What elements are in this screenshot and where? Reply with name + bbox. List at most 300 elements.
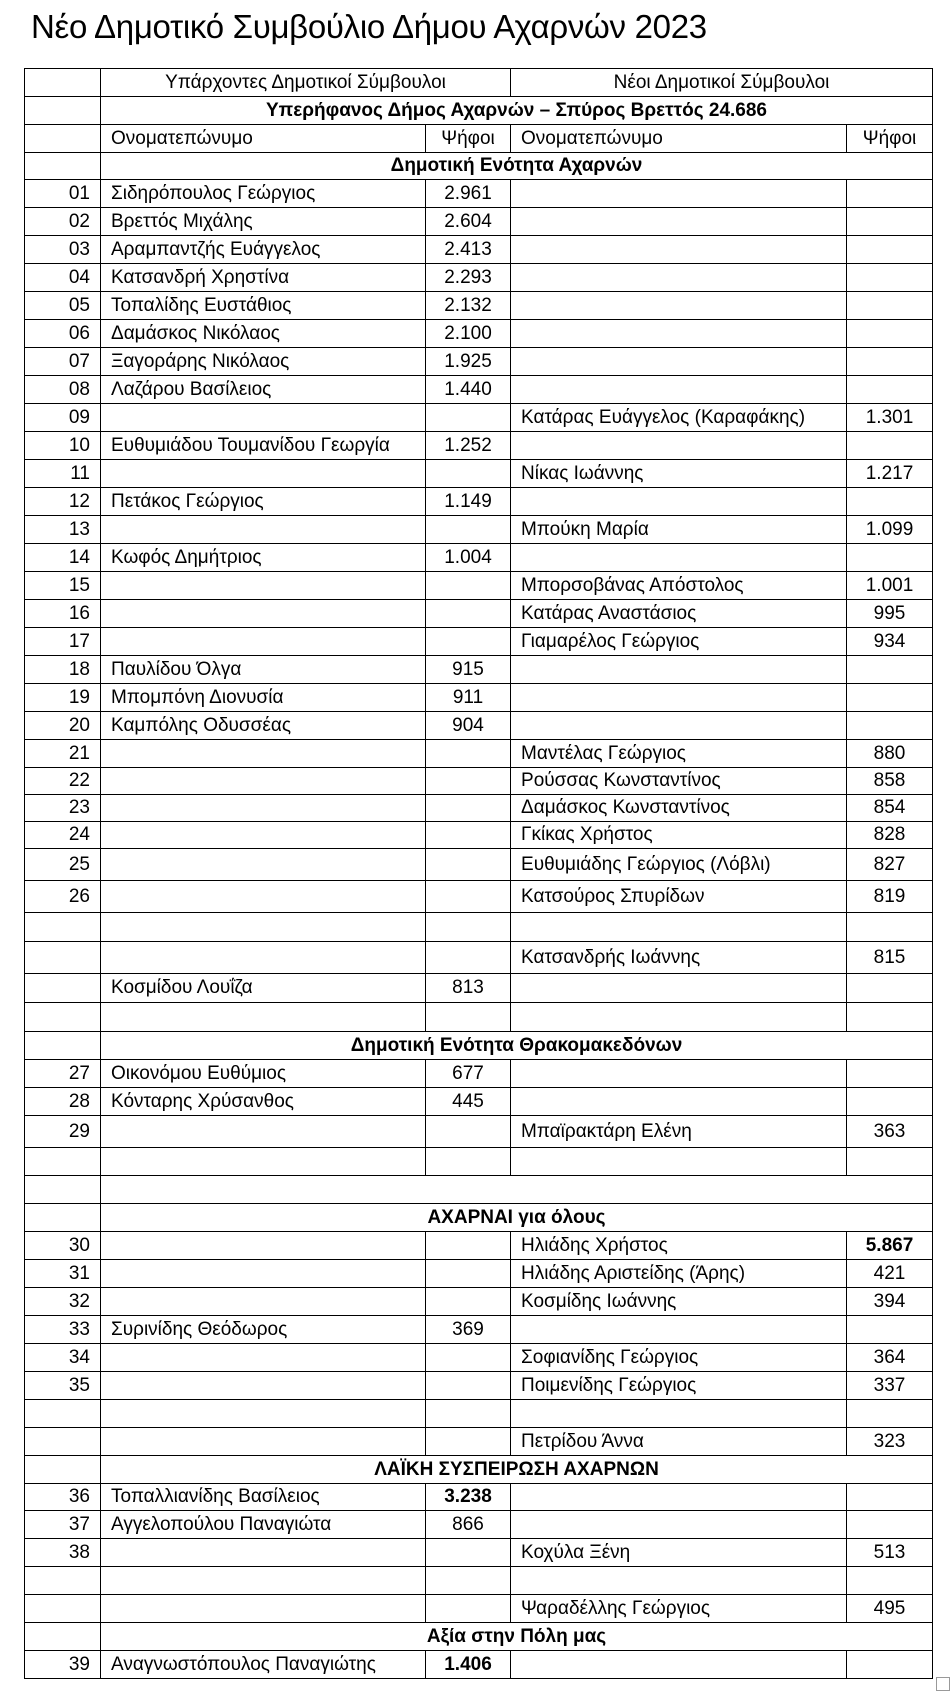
- new-councillor-votes: [847, 712, 933, 740]
- existing-councillor-votes: [426, 1288, 511, 1316]
- new-councillor-votes: 1.301: [847, 404, 933, 432]
- new-councillor-votes: [847, 1316, 933, 1344]
- new-councillor-name: Κατάρας Ευάγγελος (Καραφάκης): [511, 404, 847, 432]
- new-councillor-name: [511, 1400, 847, 1428]
- row-number: 18: [25, 656, 101, 684]
- existing-councillor-name: [101, 1148, 426, 1176]
- table-row: [25, 1288, 933, 1316]
- table-row: [25, 1232, 933, 1260]
- table-row: [25, 1595, 933, 1623]
- new-councillor-votes: [847, 1088, 933, 1116]
- name-column-header: Ονοματεπώνυμο: [101, 125, 426, 153]
- row-number: 32: [25, 1288, 101, 1316]
- row-number: 05: [25, 292, 101, 320]
- existing-councillor-votes: [426, 822, 511, 849]
- new-councillor-votes: 495: [847, 1595, 933, 1623]
- existing-councillor-name: Κόνταρης Χρύσανθος: [101, 1088, 426, 1116]
- table-row: [25, 1372, 933, 1400]
- existing-councillor-votes: [426, 1260, 511, 1288]
- row-number: 17: [25, 628, 101, 656]
- new-councillor-votes: 854: [847, 795, 933, 822]
- new-councillor-name: Ηλιάδης Αριστείδης (Άρης): [511, 1260, 847, 1288]
- existing-councillor-votes: [426, 1116, 511, 1148]
- new-councillor-name: [511, 1511, 847, 1539]
- section-title: ΑΧΑΡΝΑΙ για όλους: [101, 1204, 933, 1232]
- existing-councillor-name: Αναγνωστόπουλος Παναγιώτης: [101, 1651, 426, 1679]
- existing-councillors-header: Υπάρχοντες Δημοτικοί Σύμβουλοι: [101, 69, 511, 97]
- existing-councillor-name: Ευθυμιάδου Τουμανίδου Γεωργία: [101, 432, 426, 460]
- row-number: 24: [25, 822, 101, 849]
- row-number: [25, 1567, 101, 1595]
- row-number: 12: [25, 488, 101, 516]
- existing-councillor-votes: 2.604: [426, 208, 511, 236]
- table-row: [25, 1060, 933, 1088]
- empty-cell: [25, 97, 101, 125]
- section-header-row: [25, 1623, 933, 1651]
- existing-councillor-name: Μπομπόνη Διονυσία: [101, 684, 426, 712]
- new-councillor-votes: [847, 1651, 933, 1679]
- existing-councillor-votes: [426, 1539, 511, 1567]
- table-row: [25, 822, 933, 849]
- existing-councillor-name: [101, 1372, 426, 1400]
- new-councillor-name: Ποιμενίδης Γεώργιος: [511, 1372, 847, 1400]
- new-councillor-votes: [847, 1003, 933, 1032]
- existing-councillor-votes: [426, 740, 511, 768]
- new-councillor-votes: 995: [847, 600, 933, 628]
- section-header-row: [25, 1204, 933, 1232]
- row-number: 39: [25, 1651, 101, 1679]
- new-councillor-name: [511, 432, 847, 460]
- new-councillor-votes: 421: [847, 1260, 933, 1288]
- new-councillor-votes: [847, 1060, 933, 1088]
- row-number: 29: [25, 1116, 101, 1148]
- existing-councillor-votes: 2.132: [426, 292, 511, 320]
- row-number: [25, 942, 101, 974]
- new-councillor-name: Σοφιανίδης Γεώργιος: [511, 1344, 847, 1372]
- table-row: [25, 1148, 933, 1176]
- table-row: [25, 768, 933, 795]
- new-councillor-votes: [847, 974, 933, 1003]
- row-number: 20: [25, 712, 101, 740]
- row-number: 21: [25, 740, 101, 768]
- new-councillor-name: Ρούσσας Κωνσταντίνος: [511, 768, 847, 795]
- existing-councillor-name: Οικονόμου Ευθύμιος: [101, 1060, 426, 1088]
- table-row: [25, 1428, 933, 1456]
- new-councillor-votes: 819: [847, 881, 933, 913]
- votes-column-header: Ψήφοι: [847, 125, 933, 153]
- existing-councillor-votes: [426, 1003, 511, 1032]
- section-title: [101, 1176, 933, 1204]
- row-number: 25: [25, 849, 101, 881]
- new-councillor-votes: 364: [847, 1344, 933, 1372]
- existing-councillor-votes: 915: [426, 656, 511, 684]
- table-row: [25, 572, 933, 600]
- table-row: [25, 795, 933, 822]
- empty-cell: [25, 1032, 101, 1060]
- new-councillor-name: Κατάρας Αναστάσιος: [511, 600, 847, 628]
- row-number: 31: [25, 1260, 101, 1288]
- new-councillor-name: [511, 348, 847, 376]
- existing-councillor-name: [101, 1288, 426, 1316]
- existing-councillor-name: [101, 404, 426, 432]
- row-number: 09: [25, 404, 101, 432]
- table-row: [25, 913, 933, 942]
- new-councillor-name: Γκίκας Χρήστος: [511, 822, 847, 849]
- existing-councillor-votes: [426, 1148, 511, 1176]
- new-councillor-votes: 858: [847, 768, 933, 795]
- existing-councillor-name: Ξαγοράρης Νικόλαος: [101, 348, 426, 376]
- existing-councillor-name: [101, 1260, 426, 1288]
- new-councillor-votes: [847, 348, 933, 376]
- table-row: [25, 376, 933, 404]
- new-councillor-name: [511, 264, 847, 292]
- existing-councillor-name: Βρεττός Μιχάλης: [101, 208, 426, 236]
- new-councillor-votes: [847, 1484, 933, 1511]
- empty-cell: [25, 1176, 101, 1204]
- group-header-row: [25, 69, 933, 97]
- row-number: 30: [25, 1232, 101, 1260]
- existing-councillor-name: [101, 1567, 426, 1595]
- row-number: [25, 1400, 101, 1428]
- row-number: 16: [25, 600, 101, 628]
- existing-councillor-votes: [426, 1595, 511, 1623]
- existing-councillor-votes: [426, 572, 511, 600]
- new-councillor-name: Μπορσοβάνας Απόστολος: [511, 572, 847, 600]
- table-row: [25, 404, 933, 432]
- new-councillor-name: [511, 1567, 847, 1595]
- section-title: Δημοτική Ενότητα Αχαρνών: [101, 153, 933, 180]
- new-councillor-name: Κοχύλα Ξένη: [511, 1539, 847, 1567]
- existing-councillor-name: Παυλίδου Όλγα: [101, 656, 426, 684]
- section-header-row: [25, 1456, 933, 1484]
- new-councillor-votes: 394: [847, 1288, 933, 1316]
- new-councillor-name: [511, 1484, 847, 1511]
- new-councillor-name: Κατσανδρής Ιωάννης: [511, 942, 847, 974]
- existing-councillor-name: Κατσανδρή Χρηστίνα: [101, 264, 426, 292]
- column-header-row: [25, 125, 933, 153]
- new-councillor-votes: 323: [847, 1428, 933, 1456]
- table-row: [25, 684, 933, 712]
- table-row: [25, 1511, 933, 1539]
- new-councillor-name: [511, 684, 847, 712]
- row-number: 22: [25, 768, 101, 795]
- existing-councillor-name: [101, 1003, 426, 1032]
- new-councillor-votes: [847, 684, 933, 712]
- existing-councillor-name: [101, 600, 426, 628]
- new-councillor-name: [511, 376, 847, 404]
- existing-councillor-name: Κοσμίδου Λουΐζα: [101, 974, 426, 1003]
- existing-councillor-name: [101, 628, 426, 656]
- new-councillor-votes: [847, 544, 933, 572]
- section-header-row: [25, 97, 933, 125]
- existing-councillor-name: [101, 1595, 426, 1623]
- table-row: [25, 208, 933, 236]
- existing-councillor-votes: [426, 913, 511, 942]
- table-row: [25, 1539, 933, 1567]
- existing-councillor-votes: [426, 849, 511, 881]
- row-number: 07: [25, 348, 101, 376]
- existing-councillor-votes: 911: [426, 684, 511, 712]
- new-councillor-name: Μπούκη Μαρία: [511, 516, 847, 544]
- row-number: 33: [25, 1316, 101, 1344]
- name-column-header: Ονοματεπώνυμο: [511, 125, 847, 153]
- new-councillor-name: [511, 320, 847, 348]
- existing-councillor-name: [101, 768, 426, 795]
- new-councillor-votes: 827: [847, 849, 933, 881]
- existing-councillor-votes: [426, 1428, 511, 1456]
- existing-councillor-votes: 1.252: [426, 432, 511, 460]
- new-councillor-votes: [847, 236, 933, 264]
- new-councillor-name: Δαμάσκος Κωνσταντίνος: [511, 795, 847, 822]
- existing-councillor-votes: [426, 942, 511, 974]
- row-number: [25, 1148, 101, 1176]
- existing-councillor-votes: 2.961: [426, 180, 511, 208]
- new-councillor-name: [511, 292, 847, 320]
- existing-councillor-name: Αραμπαντζής Ευάγγελος: [101, 236, 426, 264]
- new-councillor-name: [511, 1060, 847, 1088]
- row-number: 34: [25, 1344, 101, 1372]
- existing-councillor-name: [101, 516, 426, 544]
- table-row: [25, 881, 933, 913]
- table-row: [25, 516, 933, 544]
- new-councillor-name: Μπαϊρακτάρη Ελένη: [511, 1116, 847, 1148]
- new-councillor-name: Γιαμαρέλος Γεώργιος: [511, 628, 847, 656]
- empty-cell: [25, 1456, 101, 1484]
- existing-councillor-votes: 813: [426, 974, 511, 1003]
- table-row: [25, 544, 933, 572]
- new-councillor-votes: [847, 320, 933, 348]
- section-header-row: [25, 1032, 933, 1060]
- new-councillor-votes: 880: [847, 740, 933, 768]
- existing-councillor-votes: 2.100: [426, 320, 511, 348]
- council-table: [24, 68, 933, 1679]
- new-councillor-votes: 513: [847, 1539, 933, 1567]
- existing-councillor-name: [101, 1344, 426, 1372]
- new-councillor-votes: [847, 208, 933, 236]
- new-councillor-name: Ηλιάδης Χρήστος: [511, 1232, 847, 1260]
- existing-councillor-votes: 1.004: [426, 544, 511, 572]
- existing-councillor-name: [101, 1428, 426, 1456]
- existing-councillor-name: Καμπόλης Οδυσσέας: [101, 712, 426, 740]
- table-row: [25, 712, 933, 740]
- row-number: 03: [25, 236, 101, 264]
- existing-councillor-votes: 904: [426, 712, 511, 740]
- table-row: [25, 1088, 933, 1116]
- existing-councillor-votes: 445: [426, 1088, 511, 1116]
- new-councillor-votes: [847, 432, 933, 460]
- table-row: [25, 1260, 933, 1288]
- existing-councillor-votes: [426, 795, 511, 822]
- new-councillor-name: [511, 913, 847, 942]
- section-title: Υπερήφανος Δήμος Αχαρνών – Σπύρος Βρεττός 24.686: [101, 97, 933, 125]
- row-number: 26: [25, 881, 101, 913]
- empty-cell: [25, 69, 101, 97]
- row-number: [25, 1595, 101, 1623]
- new-councillor-name: [511, 1651, 847, 1679]
- new-councillor-name: Μαντέλας Γεώργιος: [511, 740, 847, 768]
- new-councillor-name: [511, 656, 847, 684]
- row-number: 36: [25, 1484, 101, 1511]
- row-number: 01: [25, 180, 101, 208]
- row-number: 10: [25, 432, 101, 460]
- new-councillor-votes: 815: [847, 942, 933, 974]
- new-councillor-votes: 337: [847, 1372, 933, 1400]
- new-councillor-name: [511, 180, 847, 208]
- existing-councillor-votes: 2.413: [426, 236, 511, 264]
- page-title: Νέο Δημοτικό Συμβούλιο Δήμου Αχαρνών 2023: [31, 8, 707, 45]
- existing-councillor-votes: [426, 1372, 511, 1400]
- new-councillor-name: [511, 488, 847, 516]
- existing-councillor-votes: 1.440: [426, 376, 511, 404]
- existing-councillor-votes: [426, 628, 511, 656]
- new-councillor-votes: [847, 1511, 933, 1539]
- table-row: [25, 656, 933, 684]
- table-row: [25, 1567, 933, 1595]
- existing-councillor-name: [101, 1232, 426, 1260]
- row-number: 04: [25, 264, 101, 292]
- existing-councillor-votes: [426, 1344, 511, 1372]
- existing-councillor-name: Συρινίδης Θεόδωρος: [101, 1316, 426, 1344]
- new-councillor-votes: 828: [847, 822, 933, 849]
- existing-councillor-name: [101, 1539, 426, 1567]
- row-number: 23: [25, 795, 101, 822]
- new-councillor-name: [511, 236, 847, 264]
- table-row: [25, 1316, 933, 1344]
- row-number: 35: [25, 1372, 101, 1400]
- existing-councillor-votes: [426, 516, 511, 544]
- new-councillor-votes: 5.867: [847, 1232, 933, 1260]
- existing-councillor-votes: [426, 460, 511, 488]
- new-councillor-votes: 1.217: [847, 460, 933, 488]
- row-number: [25, 913, 101, 942]
- new-councillor-name: [511, 208, 847, 236]
- existing-councillor-name: Τοπαλλιανίδης Βασίλειος: [101, 1484, 426, 1511]
- existing-councillor-name: Τοπαλίδης Ευστάθιος: [101, 292, 426, 320]
- existing-councillor-votes: [426, 1567, 511, 1595]
- table-row: [25, 974, 933, 1003]
- empty-cell: [25, 125, 101, 153]
- table-row: [25, 348, 933, 376]
- new-councillor-name: Πετρίδου Άννα: [511, 1428, 847, 1456]
- existing-councillor-name: [101, 795, 426, 822]
- row-number: 37: [25, 1511, 101, 1539]
- existing-councillor-votes: [426, 768, 511, 795]
- new-councillor-votes: [847, 1148, 933, 1176]
- existing-councillor-name: [101, 913, 426, 942]
- existing-councillor-votes: [426, 1400, 511, 1428]
- row-number: [25, 974, 101, 1003]
- existing-councillor-name: Δαμάσκος Νικόλαος: [101, 320, 426, 348]
- existing-councillor-name: [101, 572, 426, 600]
- existing-councillor-name: [101, 849, 426, 881]
- table-row: [25, 180, 933, 208]
- new-councillor-votes: [847, 913, 933, 942]
- new-councillor-votes: [847, 376, 933, 404]
- row-number: 02: [25, 208, 101, 236]
- section-title: Αξία στην Πόλη μας: [101, 1623, 933, 1651]
- existing-councillor-name: [101, 822, 426, 849]
- new-councillor-name: Ευθυμιάδης Γεώργιος (Λόβλι): [511, 849, 847, 881]
- new-councillor-name: [511, 544, 847, 572]
- section-title: Δημοτική Ενότητα Θρακομακεδόνων: [101, 1032, 933, 1060]
- row-number: 06: [25, 320, 101, 348]
- existing-councillor-votes: 677: [426, 1060, 511, 1088]
- existing-councillor-votes: 1.406: [426, 1651, 511, 1679]
- existing-councillor-votes: [426, 600, 511, 628]
- row-number: 11: [25, 460, 101, 488]
- row-number: 27: [25, 1060, 101, 1088]
- empty-cell: [25, 153, 101, 180]
- table-row: [25, 1484, 933, 1511]
- existing-councillor-name: Αγγελοπούλου Παναγιώτα: [101, 1511, 426, 1539]
- new-councillor-votes: 934: [847, 628, 933, 656]
- row-number: 28: [25, 1088, 101, 1116]
- new-councillor-name: Κοσμίδης Ιωάννης: [511, 1288, 847, 1316]
- table-row: [25, 1400, 933, 1428]
- existing-councillor-votes: [426, 404, 511, 432]
- new-councillor-name: [511, 974, 847, 1003]
- row-number: 13: [25, 516, 101, 544]
- table-row: [25, 460, 933, 488]
- row-number: [25, 1428, 101, 1456]
- existing-councillor-votes: [426, 881, 511, 913]
- new-councillor-votes: [847, 1567, 933, 1595]
- new-councillor-votes: [847, 292, 933, 320]
- existing-councillor-votes: 2.293: [426, 264, 511, 292]
- new-councillor-votes: [847, 488, 933, 516]
- table-row: [25, 740, 933, 768]
- table-row: [25, 320, 933, 348]
- table-row: [25, 432, 933, 460]
- table-row: [25, 292, 933, 320]
- table-row: [25, 942, 933, 974]
- table-row: [25, 1344, 933, 1372]
- new-councillor-name: Κατσούρος Σπυρίδων: [511, 881, 847, 913]
- new-councillor-name: [511, 1316, 847, 1344]
- existing-councillor-votes: 369: [426, 1316, 511, 1344]
- section-header-row: [25, 1176, 933, 1204]
- new-councillors-header: Νέοι Δημοτικοί Σύμβουλοι: [511, 69, 933, 97]
- row-number: 15: [25, 572, 101, 600]
- section-header-row: [25, 153, 933, 180]
- new-councillor-name: Νίκας Ιωάννης: [511, 460, 847, 488]
- existing-councillor-name: [101, 1116, 426, 1148]
- existing-councillor-name: Κωφός Δημήτριος: [101, 544, 426, 572]
- new-councillor-votes: [847, 1400, 933, 1428]
- table-row: [25, 488, 933, 516]
- existing-councillor-votes: 1.149: [426, 488, 511, 516]
- empty-cell: [25, 1204, 101, 1232]
- new-councillor-votes: 1.099: [847, 516, 933, 544]
- table-row: [25, 1651, 933, 1679]
- row-number: [25, 1003, 101, 1032]
- new-councillor-name: [511, 712, 847, 740]
- new-councillor-votes: [847, 180, 933, 208]
- new-councillor-votes: 1.001: [847, 572, 933, 600]
- new-councillor-votes: [847, 656, 933, 684]
- existing-councillor-votes: 1.925: [426, 348, 511, 376]
- table-row: [25, 1003, 933, 1032]
- existing-councillor-name: [101, 460, 426, 488]
- new-councillor-name: [511, 1003, 847, 1032]
- section-title: ΛΑΪΚΗ ΣΥΣΠΕΙΡΩΣΗ ΑΧΑΡΝΩΝ: [101, 1456, 933, 1484]
- row-number: 38: [25, 1539, 101, 1567]
- new-councillor-votes: 363: [847, 1116, 933, 1148]
- new-councillor-votes: [847, 264, 933, 292]
- existing-councillor-name: Σιδηρόπουλος Γεώργιος: [101, 180, 426, 208]
- existing-councillor-name: [101, 740, 426, 768]
- table-row: [25, 849, 933, 881]
